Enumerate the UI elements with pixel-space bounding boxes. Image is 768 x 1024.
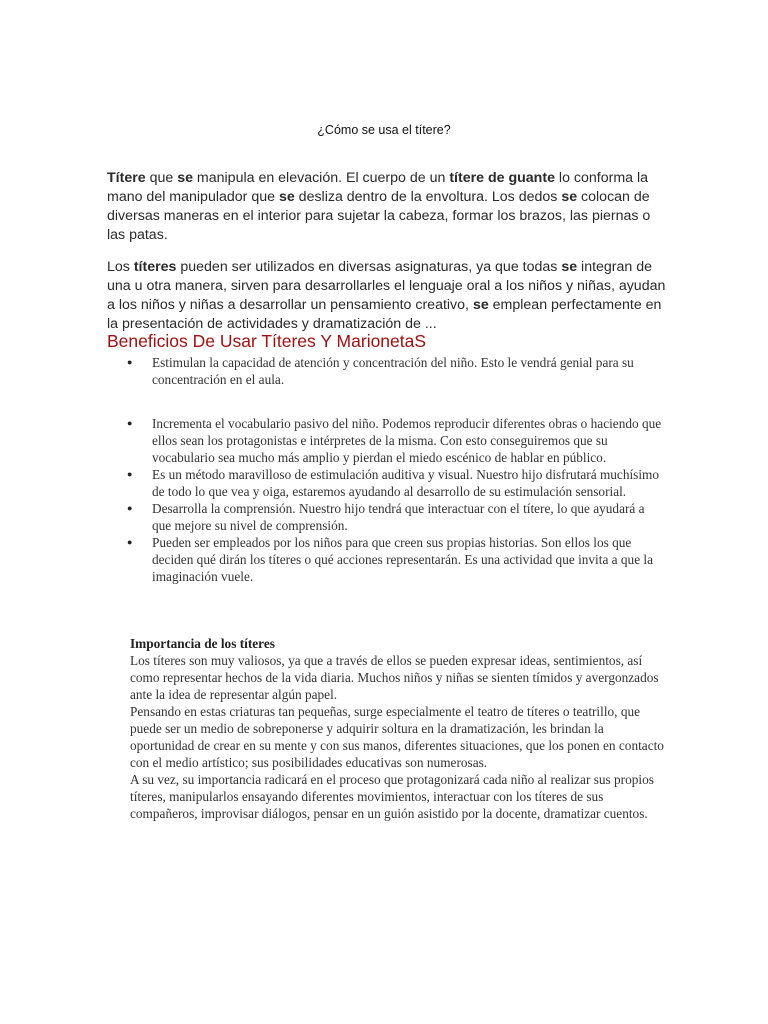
page-title: ¿Cómo se usa el títere?: [317, 123, 451, 137]
bullet-icon: ●: [127, 357, 133, 367]
importance-heading: Importancia de los títeres: [130, 636, 275, 651]
bullet-icon: ●: [127, 503, 133, 513]
list-item: ● Estimulan la capacidad de atención y concentración del niño. Esto le vendrá genial para su concentración en el aula.: [127, 355, 634, 387]
list-item: ● Es un método maravilloso de estimulación auditiva y visual. Nuestro hijo disfrutará muchísimo de todo lo que vea y oiga, estaremos ayudando al desarrollo de su estimulación sensorial.: [127, 467, 660, 499]
importance-section: [130, 635, 670, 822]
importance-paragraph: Pensando en estas criaturas tan pequeñas, surge especialmente el teatro de títeres o teatrillo, que puede ser un medio de sobreponerse y adquirir soltura en la dramatización, les brindan la oportunidad de crear en su mente y con sus manos, diferentes situaciones, que los ponen en contacto con el medio artístico; sus posibilidades educativas son numerosas.: [130, 704, 664, 770]
list-item: ● Desarrolla la comprensión. Nuestro hijo tendrá que interactuar con el títere, lo que ayudará a que mejore su nivel de comprensión.: [127, 501, 645, 533]
list-item: ● Incrementa el vocabulario pasivo del niño. Podemos reproducir diferentes obras o haciendo que ellos sean los protagonistas e intérpretes de la misma. Con esto conseguiremos que su vocabulario sea mucho más amplio y pierdan el miedo escénico de hablar en público.: [127, 416, 662, 465]
bullet-icon: ●: [127, 537, 133, 547]
benefits-heading: Beneficios De Usar Títeres Y MarionetaS: [107, 331, 427, 351]
bullet-icon: ●: [127, 418, 133, 428]
importance-paragraph: Los títeres son muy valiosos, ya que a través de ellos se pueden expresar ideas, sentimientos, así como representar hechos de la vida diaria. Muchos niños y niñas se sienten tímidos y avergonzados ante la idea de representar algún papel.: [130, 653, 659, 702]
importance-paragraph: A su vez, su importancia radicará en el proceso que protagonizará cada niño al realizar sus propios títeres, manipularlos ensayando diferentes movimientos, interactuar con los títeres de sus compañeros, improvisar diálogos, pensar en un guión asistido por la docente, dramatizar cuentos.: [130, 772, 654, 821]
intro-paragraph: Títere que se manipula en elevación. El cuerpo de un títere de guante lo conforma la mano del manipulador que se desliza dentro de la envoltura. Los dedos se colocan de diversas maneras en el interior para sujetar la cabeza, formar los brazos, las piernas o las patas.: [107, 170, 651, 244]
bullet-icon: ●: [127, 469, 133, 479]
benefits-list: [125, 354, 665, 585]
usage-paragraph: Los títeres pueden ser utilizados en diversas asignaturas, ya que todas se integran de una u otra manera, sirven para desarrollarles el lenguaje oral a los niños y niñas, ayudan a los niños y niñas a desarrollar un pensamiento creativo, se emplean perfectamente en la presentación de actividades y dramatización de ...: [107, 259, 666, 333]
list-item: ● Pueden ser empleados por los niños para que creen sus propias historias. Son ellos los que deciden qué dirán los títeres o qué acciones representarán. Es una actividad que invita a que la imaginación vuele.: [127, 535, 654, 584]
